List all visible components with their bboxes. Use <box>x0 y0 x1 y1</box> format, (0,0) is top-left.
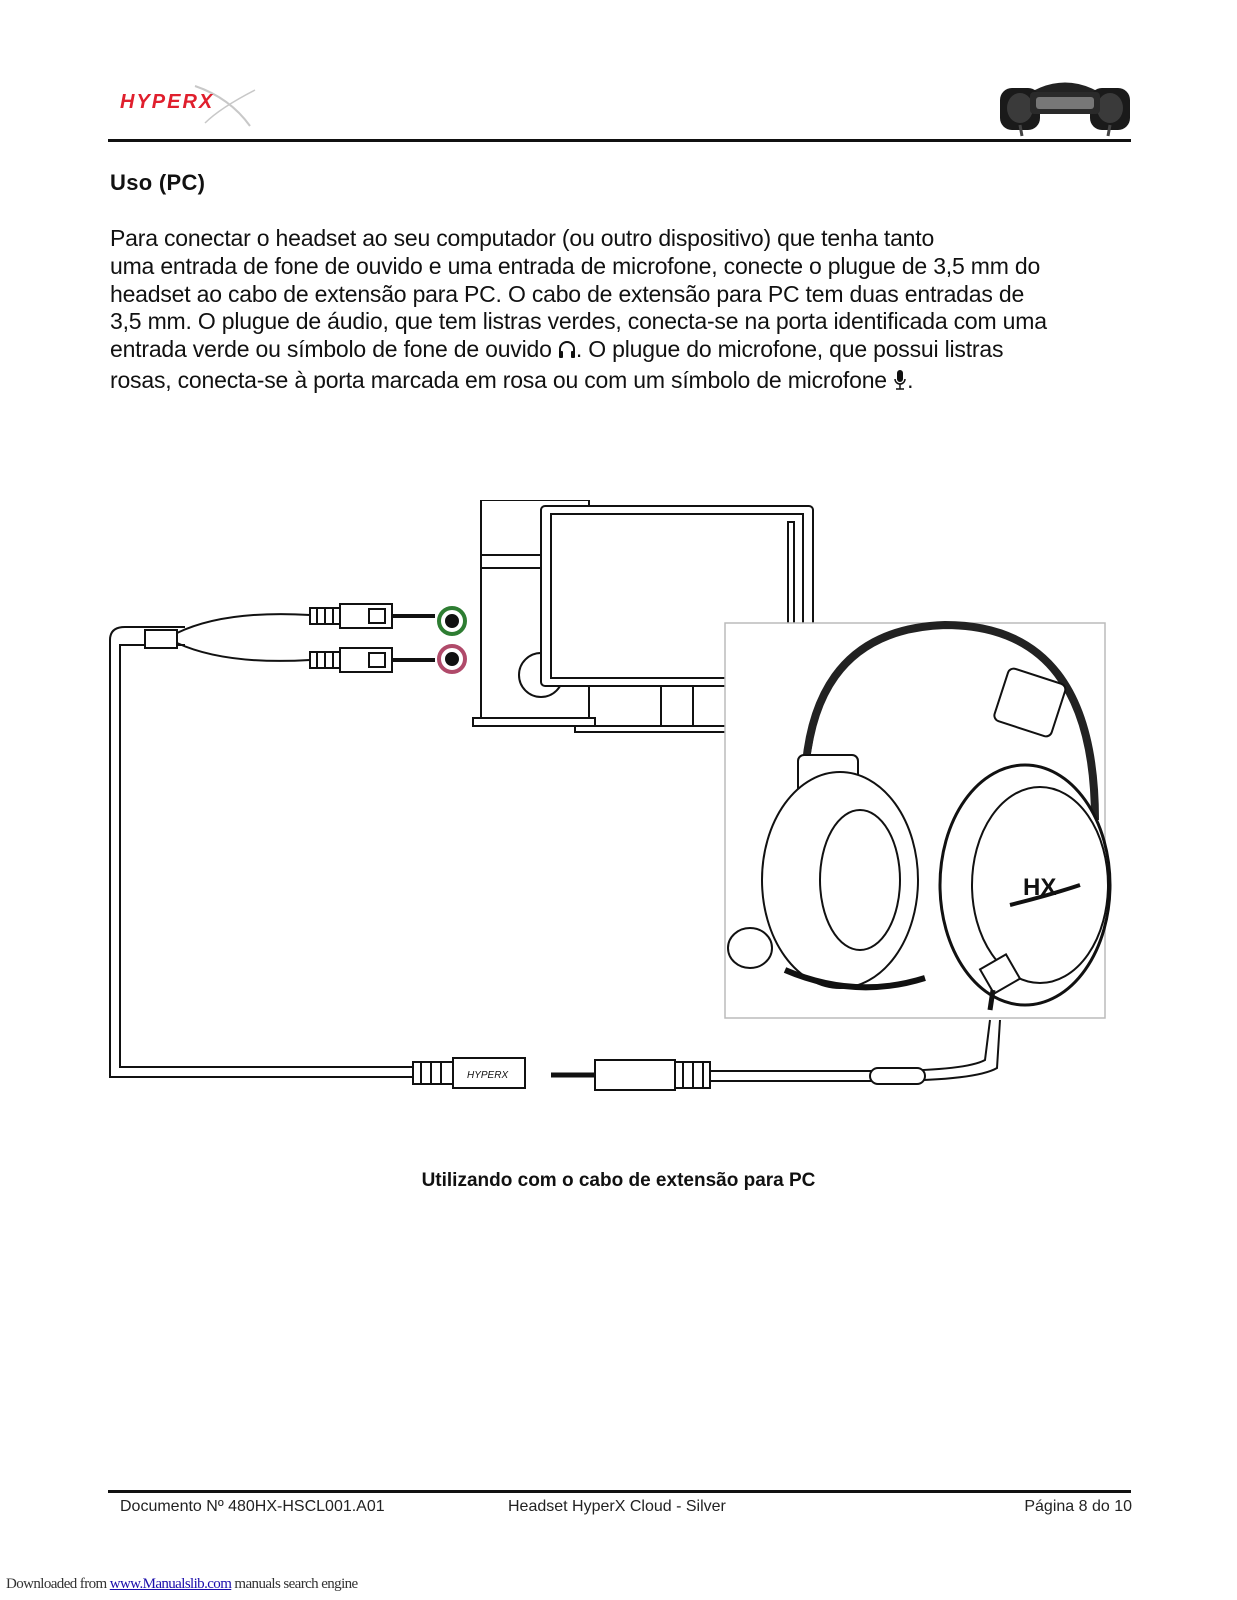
paragraph-line-1: Para conectar o headset ao seu computador (ou outro dispositivo) que tenha tanto <box>110 225 935 251</box>
extension-socket <box>413 1058 525 1088</box>
hyperx-logo <box>110 78 260 130</box>
download-suffix: manuals search engine <box>231 1576 358 1592</box>
extension-cable-label: HYPERX <box>467 1070 509 1081</box>
hyperx-logo-text: HYPERX <box>120 91 215 113</box>
headset-hx-logo: HX <box>1023 874 1057 901</box>
figure-caption: Utilizando com o cabo de extensão para PC <box>421 1170 816 1191</box>
headset-plug <box>551 1020 1000 1090</box>
headphones-icon <box>558 339 576 367</box>
footer-divider <box>108 1490 1131 1493</box>
pc-extension-cable-diagram <box>105 500 1135 1110</box>
download-prefix: Downloaded from <box>6 1576 110 1592</box>
audio-plug <box>310 604 435 628</box>
paragraph-line-5 <box>110 336 1145 367</box>
manualslib-link[interactable]: www.Manualslib.com <box>109 1576 232 1592</box>
page-number: Página 8 do 10 <box>1024 1498 1132 1515</box>
paragraph-line-5a: entrada verde ou símbolo de fone de ouvido <box>110 336 552 363</box>
microphone-icon <box>893 369 907 398</box>
paragraph-line-2: uma entrada de fone de ouvido e uma entrada de microfone, conecte o plugue de 3,5 mm do <box>110 252 1041 279</box>
mic-plug <box>310 648 435 672</box>
header-divider <box>108 139 1131 142</box>
document-number: Documento Nº 480HX-HSCL001.A01 <box>120 1498 385 1515</box>
headset-product-photo <box>1000 70 1130 138</box>
product-name: Headset HyperX Cloud - Silver <box>508 1498 726 1515</box>
paragraph-line-3: headset ao cabo de extensão para PC. O cabo de extensão para PC tem duas entradas de <box>110 280 1025 307</box>
paragraph-line-5b: . O plugue do microfone, que possui listras <box>575 336 1004 363</box>
section-title: Uso (PC) <box>110 170 206 195</box>
paragraph-line-6b: . <box>907 366 914 393</box>
download-notice <box>6 1576 358 1593</box>
instructions-paragraph <box>110 225 1145 398</box>
paragraph-line-6 <box>110 367 1145 398</box>
paragraph-line-6a: rosas, conecta-se à porta marcada em rosa ou com um símbolo de microfone <box>110 366 887 393</box>
paragraph-line-4: 3,5 mm. O plugue de áudio, que tem listras verdes, conecta-se na porta identificada com uma <box>110 308 1047 335</box>
